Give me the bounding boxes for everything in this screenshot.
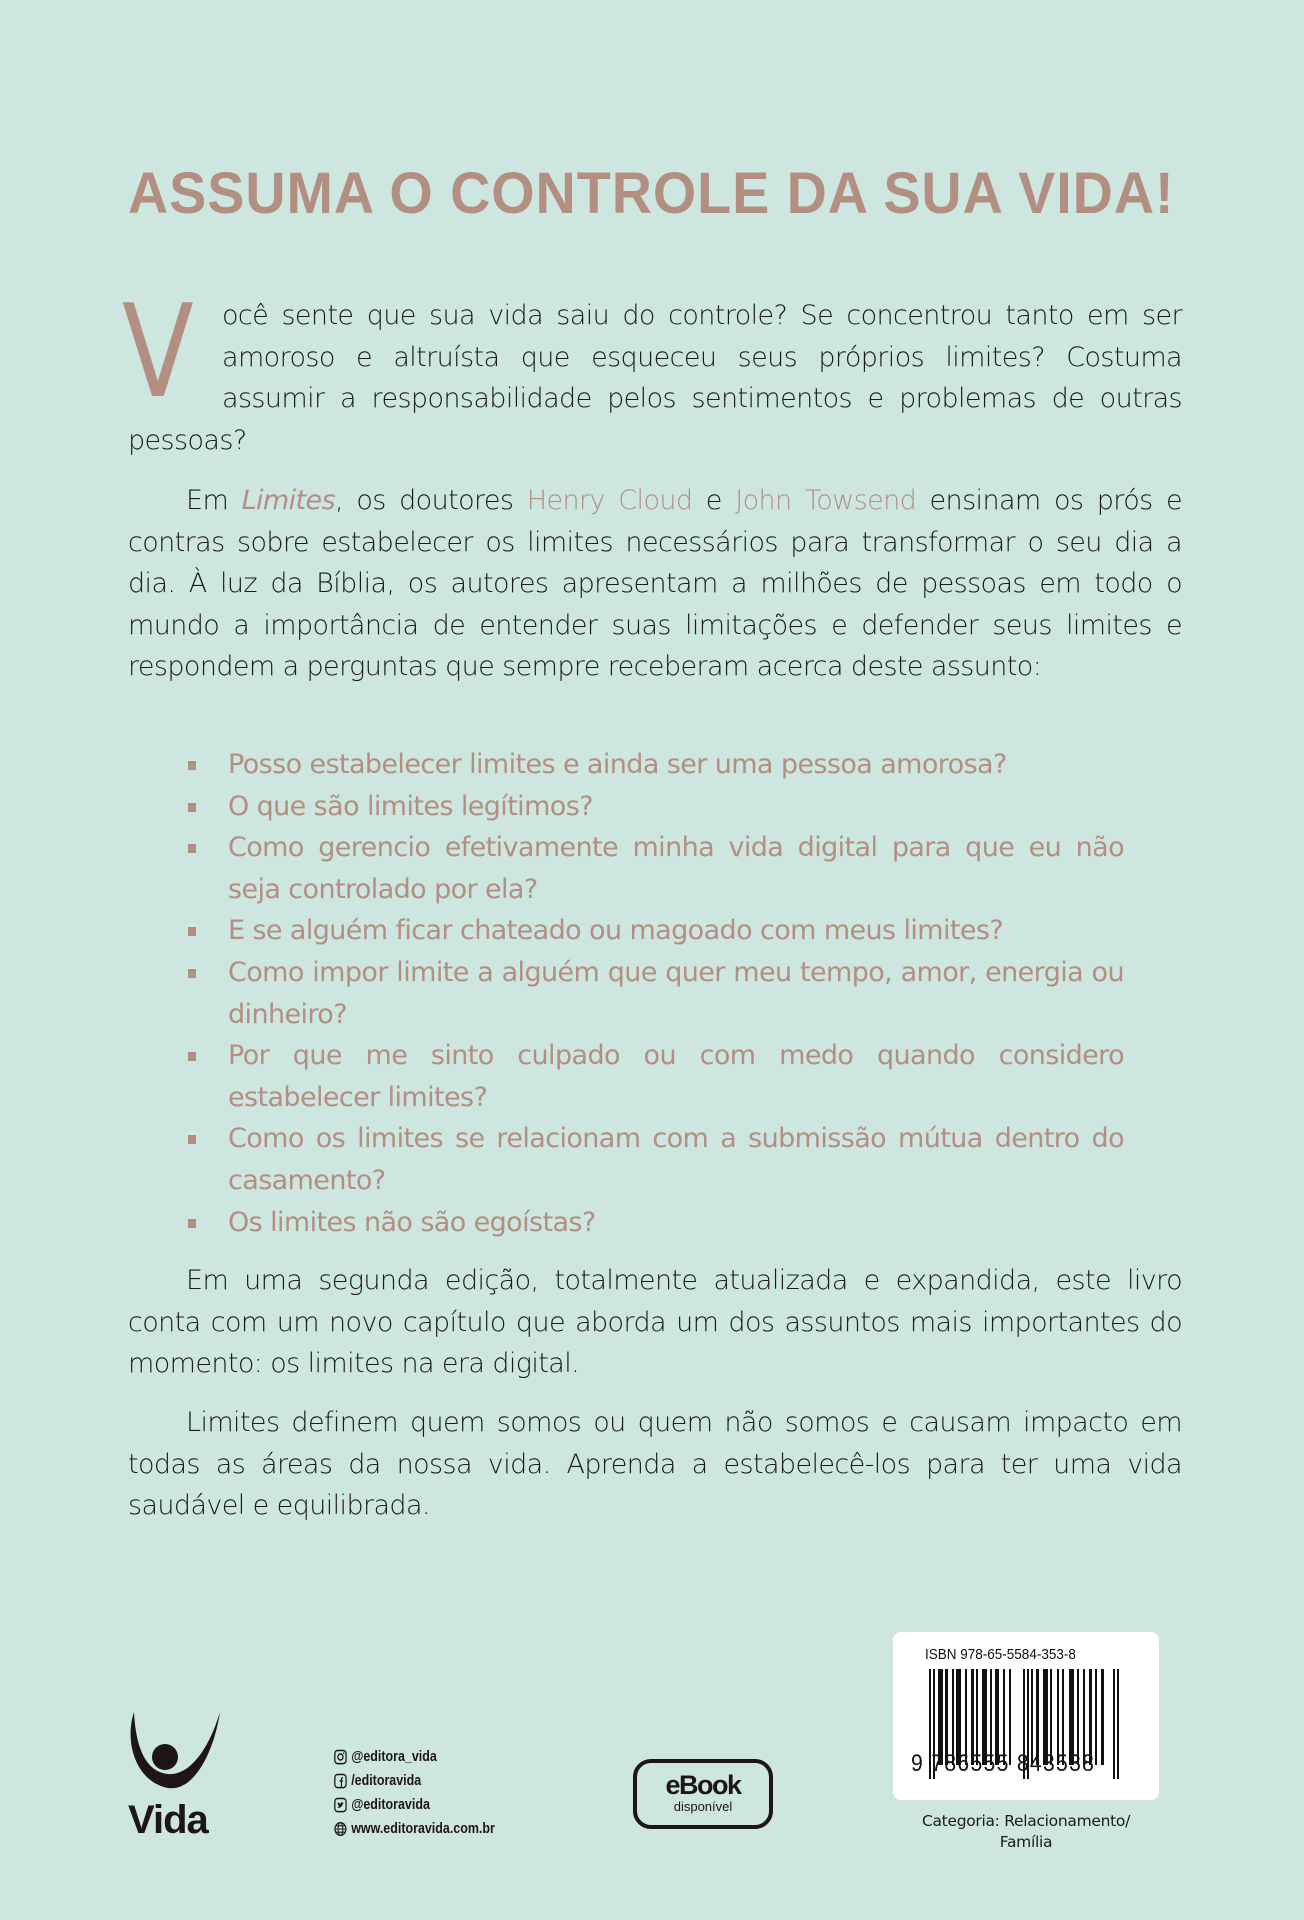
p2-part2: e <box>692 485 736 516</box>
list-item: Como gerencio efetivamente minha vida digital para que eu não seja controlado por ela? <box>188 827 1124 910</box>
social-links <box>334 1745 521 1841</box>
page-title: ASSUMA O CONTROLE DA SUA VIDA! <box>128 161 1175 226</box>
author-john-towsend: John Towsend <box>735 485 917 516</box>
list-item: Os limites não são egoístas? <box>188 1202 1124 1244</box>
facebook-link[interactable]: /editoravida <box>334 1769 495 1793</box>
bullet-square-icon <box>188 969 196 978</box>
book-title: Limites <box>241 485 335 516</box>
bullet-square-icon <box>188 844 196 853</box>
isbn-barcode <box>893 1632 1159 1800</box>
list-item: O que são limites legítimos? <box>188 786 1124 828</box>
publisher-name: Vida <box>128 1798 208 1842</box>
publisher-logo <box>128 1712 220 1842</box>
category-label: Categoria: Relacionamento/ Família <box>921 1812 1131 1851</box>
bullet-square-icon <box>188 1219 196 1228</box>
author-henry-cloud: Henry Cloud <box>526 485 693 516</box>
intro-paragraph <box>122 278 1182 461</box>
barcode-digits: 9 786555 843538 <box>911 1750 1096 1777</box>
questions-list <box>188 744 1124 1243</box>
isbn-label: ISBN 978-65-5584-353-8 <box>925 1646 1076 1663</box>
instagram-link[interactable]: @editora_vida <box>334 1745 495 1769</box>
closing-paragraph: Limites definem quem somos ou quem não somos e causam impacto em todas as áreas da nossa vida. Aprenda a estabelecê-los para ter uma vida saudável e equilibrada. <box>128 1407 1182 1522</box>
dropcap-letter: V <box>122 278 194 427</box>
bullet-square-icon <box>188 761 196 770</box>
list-item: Como os limites se relacionam com a submissão mútua dentro do casamento? <box>188 1118 1124 1201</box>
list-item: Por que me sinto culpado ou com medo quando considero estabelecer limites? <box>188 1035 1124 1118</box>
intro-text: ocê sente que sua vida saiu do controle? Se concentrou tanto em ser amoroso e altruísta que esqueceu seus próprios limites? Costuma assumir a responsabilidade pelos sentimentos e problemas de outras pessoas? <box>128 300 1182 456</box>
ebook-subtitle: disponível <box>673 1799 733 1814</box>
description-paragraph <box>128 480 1182 688</box>
edition-paragraph: Em uma segunda edição, totalmente atualizada e expandida, este livro conta com um novo capítulo que aborda um dos assuntos mais importantes do momento: os limites na era digital. <box>128 1265 1182 1380</box>
list-item: Posso estabelecer limites e ainda ser uma pessoa amorosa? <box>188 744 1124 786</box>
bullet-square-icon <box>188 803 196 812</box>
list-item: E se alguém ficar chateado ou magoado com meus limites? <box>188 910 1124 952</box>
list-item: Como impor limite a alguém que quer meu tempo, amor, energia ou dinheiro? <box>188 952 1124 1035</box>
instagram-icon <box>334 1749 347 1765</box>
p2-part1: , os doutores <box>334 485 527 516</box>
facebook-icon <box>334 1773 347 1789</box>
globe-icon <box>334 1821 347 1837</box>
bullet-square-icon <box>188 1135 196 1144</box>
p2-lead: Em <box>186 485 242 516</box>
bullet-square-icon <box>188 1052 196 1061</box>
twitter-link[interactable]: @editoravida <box>334 1793 495 1817</box>
twitter-icon <box>334 1797 347 1813</box>
p2-part3: ensinam os prós e contras sobre estabelecer os limites necessários para transformar o seu dia a dia. À luz da Bíblia, os autores apresentam a milhões de pessoas em todo o mundo a importância de entender suas limitações e defender seus limites e respondem a perguntas que sempre receberam acerca deste assunto: <box>128 485 1182 683</box>
ebook-available-badge <box>633 1759 773 1829</box>
bullet-square-icon <box>188 927 196 936</box>
website-link[interactable]: www.editoravida.com.br <box>334 1817 495 1841</box>
vida-figure-icon <box>128 1712 220 1802</box>
ebook-title: eBook <box>665 1770 741 1800</box>
